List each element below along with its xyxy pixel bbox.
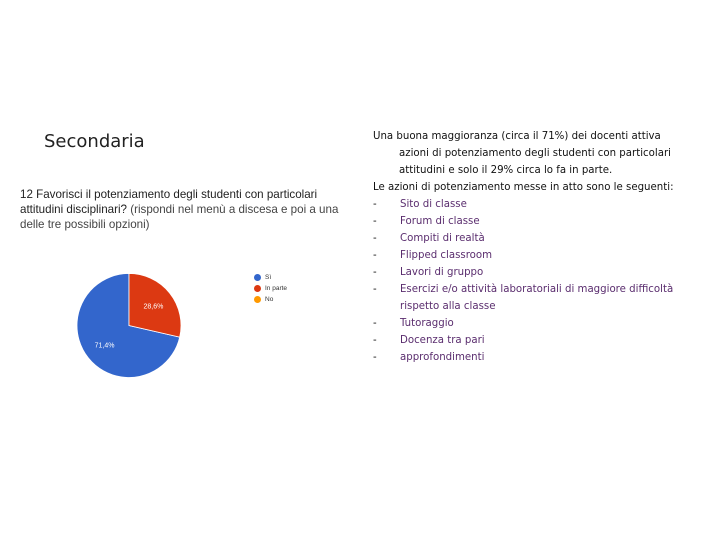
bullet-dash: -	[373, 199, 377, 210]
action-label: Compiti di realtà	[400, 233, 485, 244]
action-label: Sito di classe	[400, 199, 467, 210]
legend-label: Sì	[265, 274, 272, 281]
action-item	[373, 196, 683, 213]
pie-data-label: 71,4%	[94, 342, 115, 350]
bullet-dash: -	[373, 216, 377, 227]
intro-text: Una buona maggioranza (circa il 71%) dei docenti attiva azioni di potenziamento degli studenti con particolari attitudini e solo il 29% circa lo fa in parte.	[373, 131, 671, 176]
pie-chart	[76, 268, 182, 383]
legend-label: In parte	[265, 285, 288, 292]
slide-title: Secondaria	[44, 131, 145, 152]
bullet-dash: -	[373, 233, 377, 244]
action-item	[373, 315, 683, 332]
summary-panel	[373, 128, 683, 366]
question-text: Favorisci il potenziamento degli studenti con particolari attitudini disciplinari?	[20, 188, 318, 216]
actions-list	[373, 196, 683, 366]
bullet-dash: -	[373, 352, 377, 363]
action-label: Lavori di gruppo	[400, 267, 484, 278]
bullet-dash: -	[373, 284, 377, 295]
action-label: Esercizi e/o attività laboratoriali di maggiore difficoltà rispetto alla classe	[400, 284, 674, 312]
bullet-dash: -	[373, 267, 377, 278]
legend-swatch	[254, 274, 261, 281]
action-item	[373, 281, 683, 315]
bullet-dash: -	[373, 318, 377, 329]
action-item	[373, 332, 683, 349]
action-label: approfondimenti	[400, 352, 485, 363]
pie-chart-svg	[76, 268, 182, 383]
actions-heading: Le azioni di potenziamento messe in atto sono le seguenti:	[373, 182, 674, 193]
legend-swatch	[254, 296, 261, 303]
action-label: Docenza tra pari	[400, 335, 485, 346]
legend-item	[254, 294, 287, 305]
bullet-dash: -	[373, 250, 377, 261]
action-item	[373, 349, 683, 366]
question-number: 12	[20, 188, 33, 201]
action-item	[373, 264, 683, 281]
pie-data-label: 28,6%	[143, 303, 164, 311]
chart-legend	[254, 272, 287, 305]
action-label: Tutoraggio	[400, 318, 454, 329]
action-item	[373, 230, 683, 247]
legend-label: No	[265, 296, 274, 303]
action-item	[373, 213, 683, 230]
action-label: Flipped classroom	[400, 250, 493, 261]
bullet-dash: -	[373, 335, 377, 346]
legend-item	[254, 272, 287, 283]
question-hint: (rispondi nel menù a discesa e poi a una delle tre possibili opzioni)	[20, 203, 339, 231]
survey-question	[20, 187, 360, 232]
action-item	[373, 247, 683, 264]
legend-item	[254, 283, 287, 294]
action-label: Forum di classe	[400, 216, 480, 227]
legend-swatch	[254, 285, 261, 292]
